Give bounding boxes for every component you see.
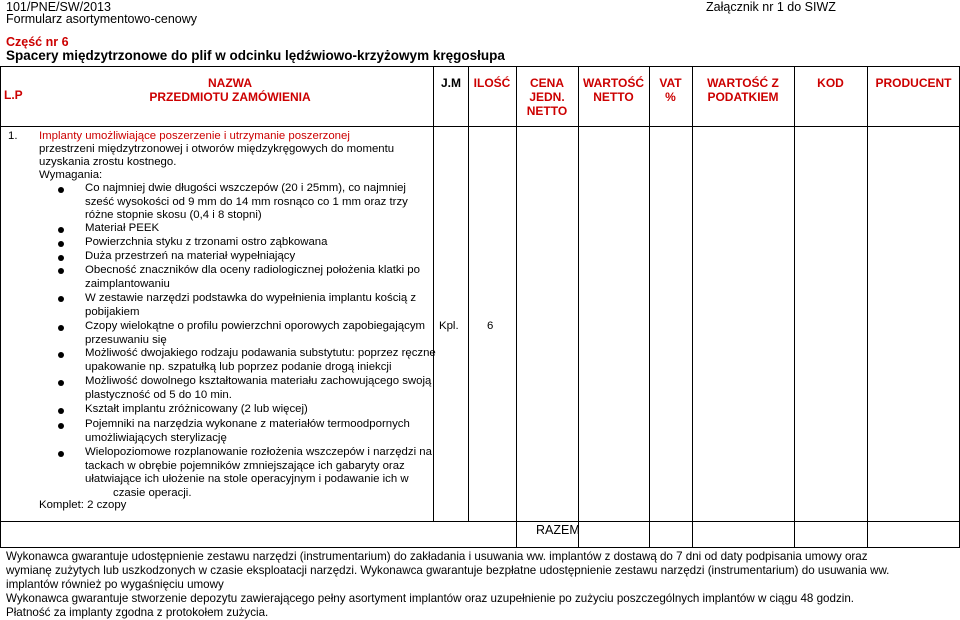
bullet-icon xyxy=(58,325,64,331)
footer-line: implantów również po wygaśnięciu umowy xyxy=(6,578,224,591)
row-number: 1. xyxy=(8,130,18,142)
table-top-border xyxy=(0,66,960,67)
footer-line: Wykonawca gwarantuje stworzenie depozytu zawierającego pełny asortyment implantów oraz uzupełnienie po zużyciu poszczególnych implantów w ciągu 48 godzin. xyxy=(6,592,854,605)
col-header-price-line1: CENA xyxy=(529,76,564,90)
col-header-price-line2: JEDN. xyxy=(529,90,565,104)
col-header-net-line2: NETTO xyxy=(593,90,634,104)
col-header-vat-line1: VAT xyxy=(659,76,682,90)
requirements-label: Wymagania: xyxy=(39,169,103,181)
bullet-icon xyxy=(58,187,64,193)
row-qty: 6 xyxy=(487,320,494,332)
requirement-item: Możliwość dowolnego kształtowania materiału zachowującego swoją plastyczność od 5 do 10 min. xyxy=(85,375,432,401)
col-sep-8 xyxy=(794,66,795,547)
requirement-item: Co najmniej dwie długości wszczepów (20 i 25mm), co najmniej sześć wysokości od 9 mm do 14 mm rosnąco co 1 mm oraz trzy różne stopnie skosu (0,4 i 8 stopni) xyxy=(85,182,408,221)
set-note: Komplet: 2 czopy xyxy=(39,499,127,511)
requirement-item: Obecność znaczników dla oceny radiologicznej położenia klatki po zaimplantowaniu xyxy=(85,264,420,290)
bullet-icon xyxy=(58,423,64,429)
col-header-net-line1: WARTOŚĆ xyxy=(582,76,645,90)
document-id: 101/PNE/SW/2013 xyxy=(6,0,111,14)
bullet-icon xyxy=(58,296,64,302)
footer-line: Wykonawca gwarantuje udostępnienie zestawu narzędzi (instrumentarium) do zakładania i usuwania ww. implantów z dostawą do 7 dni od daty podpisania umowy oraz xyxy=(6,550,868,563)
annex-label: Załącznik nr 1 do SIWZ xyxy=(706,0,836,14)
col-header-code: KOD xyxy=(817,76,844,90)
col-sep-5 xyxy=(578,66,579,547)
col-sep-3 xyxy=(468,66,469,521)
bullet-icon xyxy=(58,408,64,414)
col-header-price-line3: NETTO xyxy=(526,104,568,118)
col-header-name-line1: NAZWA xyxy=(208,76,252,90)
col-sep-4 xyxy=(516,66,517,547)
col-header-name-line2: PRZEDMIOTU ZAMÓWIENIA xyxy=(149,90,311,104)
row-intro-line1: Implanty umożliwiające poszerzenie i utrzymanie poszerzonej xyxy=(39,130,350,142)
requirement-item: Czopy wielokątne o profilu powierzchni oporowych zapobiegającym przesuwaniu się xyxy=(85,320,426,346)
row-unit: Kpl. xyxy=(439,320,459,332)
footer-line: Płatność za implanty zgodna z protokołem zużycia. xyxy=(6,606,269,619)
bullet-icon xyxy=(58,352,64,358)
requirement-item: Powierzchnia styku z trzonami ostro ząbkowana xyxy=(85,236,328,248)
requirement-item: Możliwość dwojakiego rodzaju podawania substytutu: poprzez ręczne upakowanie np. szpatułką lub poprzez podanie drogą iniekcji xyxy=(85,347,436,373)
col-header-qty: ILOŚĆ xyxy=(473,76,511,90)
bullet-icon xyxy=(58,241,64,247)
bullet-icon xyxy=(58,451,64,457)
col-header-gross-line1: WARTOŚĆ Z xyxy=(707,76,779,90)
bullet-icon xyxy=(58,268,64,274)
col-sep-7 xyxy=(692,66,693,547)
bullet-icon xyxy=(58,255,64,261)
row-intro-line2: przestrzeni międzytrzonowej i otworów międzykręgowych do momentu xyxy=(39,143,395,155)
col-header-vat-line2: % xyxy=(665,90,676,104)
requirement-item: Wielopoziomowe rozplanowanie rozłożenia wszczepów i narzędzi na tackach w obrębie pojemników zmniejszające ich gabaryty oraz ułatwiające ich ułożenie na stole operacyjnym i podawanie ich w czasie operacji. xyxy=(85,446,432,499)
form-name: Formularz asortymentowo-cenowy xyxy=(6,12,198,26)
part-subject: Spacery międzytrzonowe do plif w odcinku lędźwiowo-krzyżowym kręgosłupa xyxy=(6,48,505,63)
col-header-gross-line2: PODATKIEM xyxy=(707,90,779,104)
col-header-producer: PRODUCENT xyxy=(875,76,952,90)
requirement-item: W zestawie narzędzi podstawka do wypełnienia implantu kością z pobijakiem xyxy=(85,292,417,318)
bullet-icon xyxy=(58,227,64,233)
requirement-item: Duża przestrzeń na materiał wypełniający xyxy=(85,250,296,262)
bullet-icon xyxy=(58,380,64,386)
requirement-item: Kształt implantu zróżnicowany (2 lub więcej) xyxy=(85,403,308,415)
col-sep-6 xyxy=(649,66,650,547)
part-number: Część nr 6 xyxy=(6,35,69,49)
col-header-lp: L.P xyxy=(4,88,23,102)
col-header-unit: J.M xyxy=(440,76,461,90)
total-label: RAZEM xyxy=(536,523,580,537)
footer-notes xyxy=(6,550,956,620)
col-sep-1 xyxy=(0,66,1,547)
total-bottom-border xyxy=(0,547,960,548)
row-intro-line3: uzyskania zrostu kostnego. xyxy=(39,156,177,168)
requirement-item: Pojemniki na narzędzia wykonane z materiałów termoodpornych umożliwiających sterylizację xyxy=(85,418,410,444)
header-bottom-border xyxy=(0,126,960,127)
footer-line: wymianę zużytych lub uszkodzonych w czasie eksploatacji narzędzi. Wykonawca gwarantuje bezpłatne udostępnienie zestawu narzędzi (instrumentarium) do usuwania ww. xyxy=(6,564,890,577)
row-bottom-border xyxy=(0,521,960,522)
col-sep-9 xyxy=(867,66,868,547)
requirement-item: Materiał PEEK xyxy=(85,222,160,234)
